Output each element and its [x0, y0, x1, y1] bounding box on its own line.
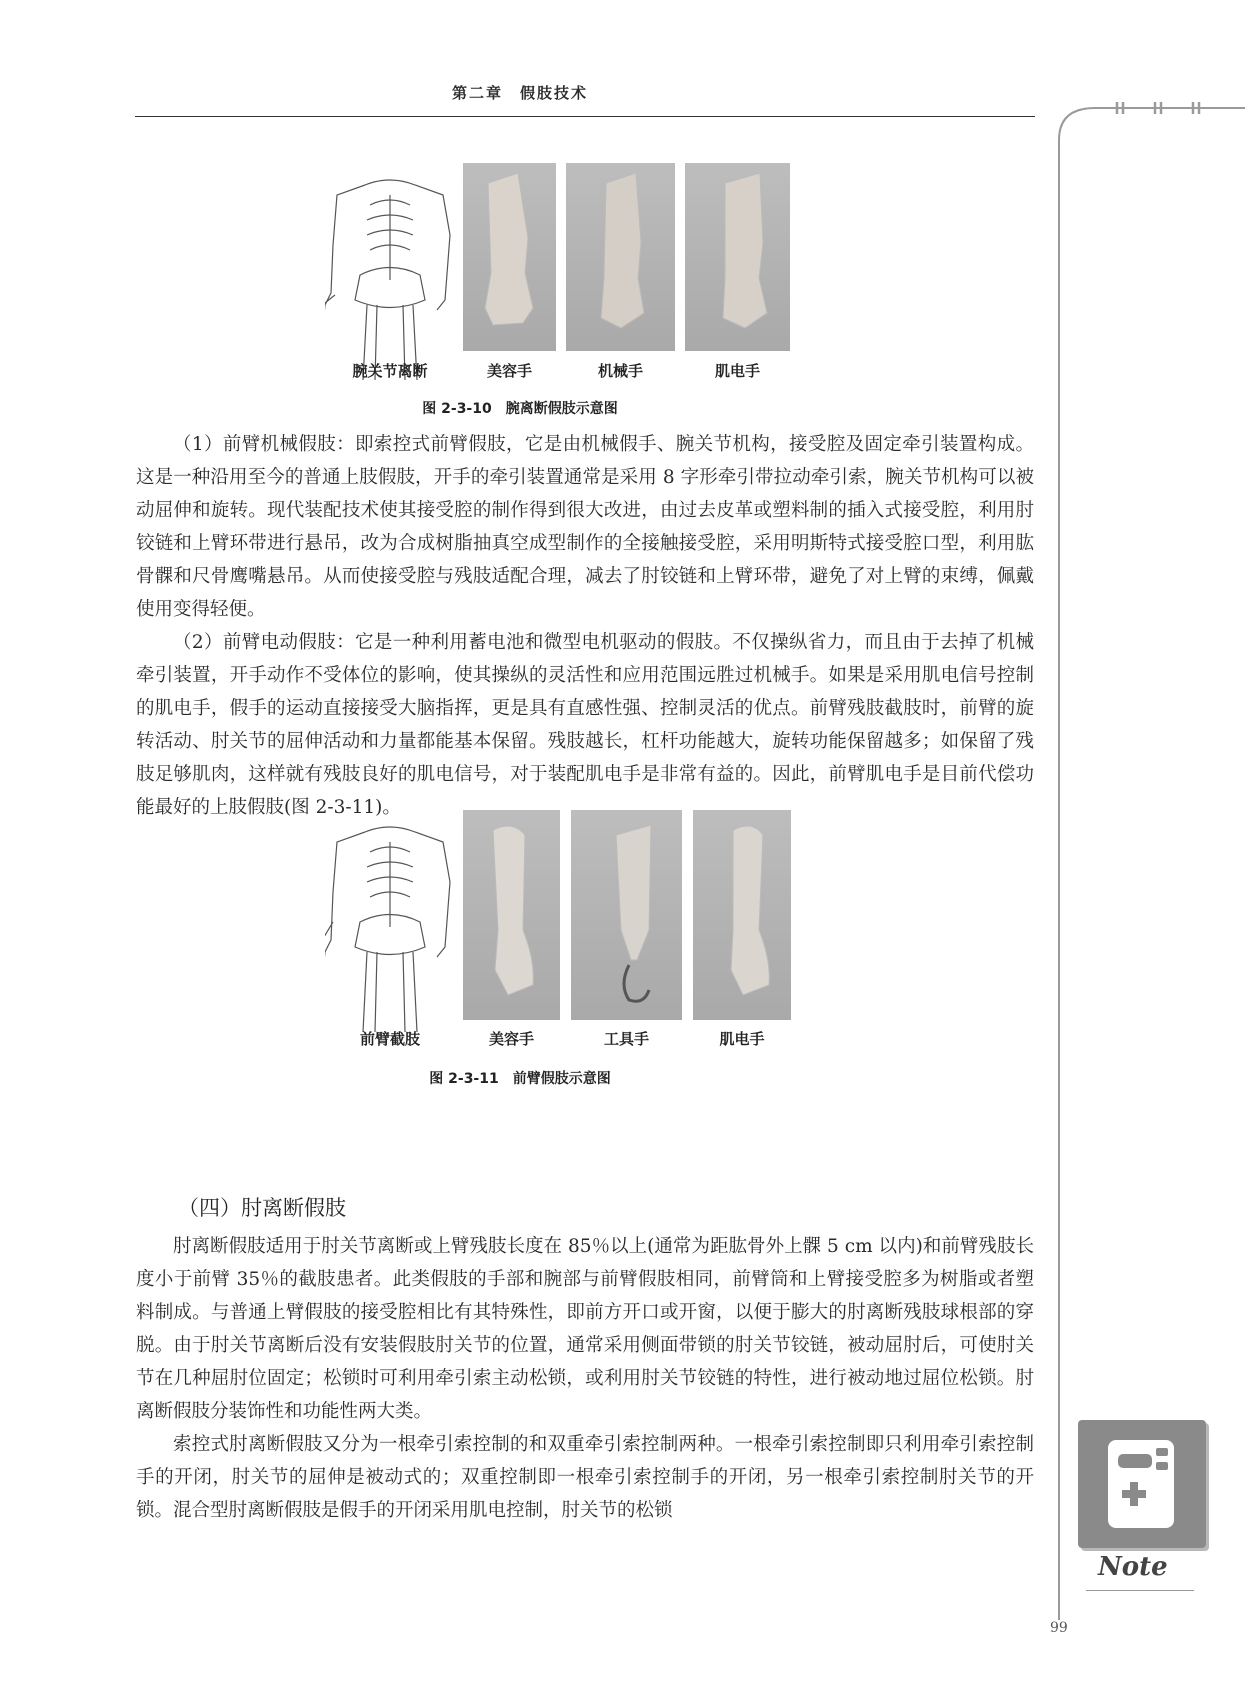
section-heading-elbow-disarticulation: （四）肘离断假肢 — [178, 1196, 346, 1220]
page-number: 99 — [1050, 1620, 1068, 1636]
chapter-header: 第二章 假肢技术 — [451, 84, 588, 102]
note-label: Note — [1098, 1552, 1168, 1582]
body-paragraphs-2 — [136, 1230, 1034, 1527]
paragraph-electric-prosthesis: （2）前臂电动假肢：它是一种利用蓄电池和微型电机驱动的假肢。不仅操纵省力，而且由于去掉了机械牵引装置，开手动作不受体位的影响，使其操纵的灵活性和应用范围远胜过机械手。如果是采用肌电信号控制的肌电手，假手的运动直接接受大脑指挥，更是具有直感性强、控制灵活的优点。前臂残肢截肢时，前臂的旋转活动、肘关节的屈伸活动和力量都能基本保留。残肢越长，杠杆功能越大，旋转功能保留越多；如保留了残肢足够肌肉，这样就有残肢良好的肌电信号，对于装配肌电手是非常有益的。因此，前臂肌电手是目前代偿功能最好的上肢假肢(图 2-3-11)。 — [136, 632, 1034, 818]
paragraph-mechanical-prosthesis: （1）前臂机械假肢：即索控式前臂假肢，它是由机械假手、腕关节机构，接受腔及固定牵引装置构成。这是一种沿用至今的普通上肢假肢，开手的牵引装置通常是采用 8 字形牵引带拉动牵引索，腕关节机构可以被动屈伸和旋转。现代装配技术使其接受腔的制作得到很大改进，由过去皮革或塑料制的插入式接受腔，利用肘铰链和上臂环带进行悬吊，改为合成树脂抽真空成型制作的全接触接受腔，采用明斯特式接受腔口型，利用肱骨髁和尺骨鹰嘴悬吊。从而使接受腔与残肢适配合理，减去了肘铰链和上臂环带，避免了对上臂的束缚，佩戴使用变得轻便。 — [136, 434, 1034, 620]
label-forearm-amputation: 前臂截肢 — [359, 1030, 420, 1048]
label-mechanical-hand-1: 机械手 — [597, 362, 643, 380]
label-cosmetic-hand-1: 美容手 — [486, 362, 532, 380]
label-cosmetic-hand-2: 美容手 — [488, 1030, 534, 1048]
label-myoelectric-hand-1: 肌电手 — [714, 362, 760, 380]
note-underline — [1086, 1590, 1194, 1591]
paragraph-cable-controlled: 索控式肘离断假肢又分为一根牵引索控制的和双重牵引索控制两种。一根牵引索控制即只利用牵引索控制手的开闭，肘关节的屈伸是被动式的；双重控制即一根牵引索控制手的开闭，另一根牵引索控制肘关节的开锁。混合型肘离断假肢是假手的开闭采用肌电控制，肘关节的松锁 — [136, 1434, 1034, 1521]
figure-2-title: 图 2-3-11 前臂假肢示意图 — [429, 1071, 611, 1087]
note-icon — [1078, 1420, 1206, 1548]
margin-decoration — [1055, 100, 1245, 1620]
label-wrist-disarticulation: 腕关节离断 — [352, 362, 428, 380]
paragraph-elbow-disarticulation: 肘离断假肢适用于肘关节离断或上臂残肢长度在 85％以上(通常为距肱骨外上髁 5 cm 以内)和前臂残肢长度小于前臂 35％的截肢患者。此类假肢的手部和腕部与前臂假肢相同，前臂筒和上臂接受腔多为树脂或者塑料制成。与普通上臂假肢的接受腔相比有其特殊性，即前方开口或开窗，以便于膨大的肘离断残肢球根部的穿脱。由于肘关节离断后没有安装假肢肘关节的位置，通常采用侧面带锁的肘关节铰链，被动屈肘后，可使肘关节在几种屈肘位固定；松锁时可利用牵引索主动松锁，或利用肘关节铰链的特性，进行被动地过屈位松锁。肘离断假肢分装饰性和功能性两大类。 — [136, 1236, 1034, 1422]
photo-tool-hand-2 — [571, 810, 682, 1020]
photo-cosmetic-hand-2 — [463, 810, 560, 1020]
figure-1-title: 图 2-3-10 腕离断假肢示意图 — [422, 401, 618, 417]
skeleton-illustration-2 — [325, 822, 455, 1032]
label-myoelectric-hand-2: 肌电手 — [719, 1030, 765, 1048]
label-tool-hand-2: 工具手 — [603, 1030, 649, 1048]
photo-myoelectric-hand-2 — [693, 810, 791, 1020]
